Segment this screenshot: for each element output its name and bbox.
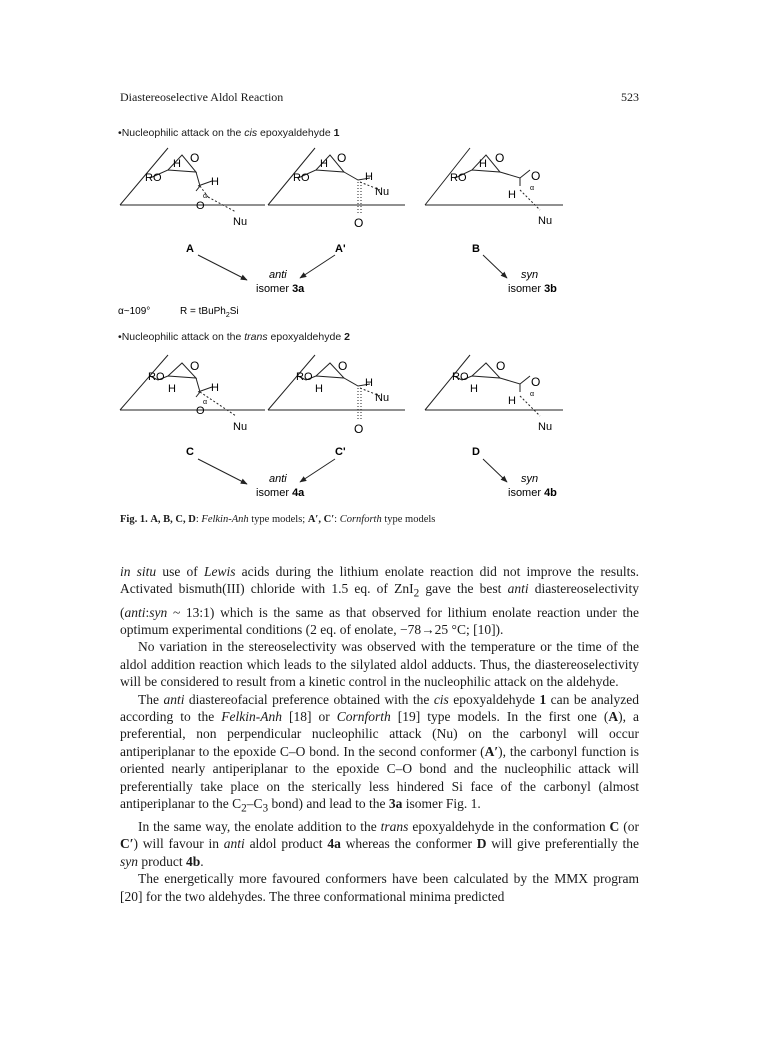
trans-heading-emph: trans [244,331,268,343]
arrow-b-to-syn [483,255,507,278]
arrow-a-prime-to-anti [300,255,335,278]
model-label-b: B [472,243,480,255]
model-c-prime-ro: RO [296,371,313,383]
cis-anti-label: anti [269,269,287,281]
arrow-a-to-anti [198,255,247,280]
paragraph-3: The anti diastereofacial preference obtained with the cis epoxyaldehyde 1 can be analyzed according to the Felkin-Anh [18] or Cornforth [19] type models. In the first one (A), a preferential, non perpendicular nucleophilic attack (Nu) on the carbonyl will occur antiperiplanar to the epoxide C–O bond. In the second conformer (A′), the carbonyl function is oriented nearly antiperiplanar to the epoxide C–O bond and the nucleophilic attack will preferentially take place on the sterically less hindered Si face of the carbonyl (almost antiperiplanar to the $C_2-C_3$ bond) and lead to the 3a isomer Fig. 1. [120,691,639,815]
arrow-c-to-anti [198,459,247,484]
alpha-angle: α~109° [118,306,151,317]
r-definition: R = tBuPh$_2$Si [180,306,239,319]
model-d-nu: Nu [538,421,553,433]
model-a-h2: H [211,176,219,188]
cis-anti-isomer: isomer 3a [256,283,305,295]
model-d-o: O [496,359,506,373]
model-a-h: H [173,158,181,170]
trans-anti-label: anti [269,473,287,485]
caption-felkin-tail: type models; [248,514,308,525]
page-number: 523 [621,90,639,104]
model-b-o2: O [531,169,541,183]
trans-anti-isomer: isomer 4a [256,487,305,499]
trans-heading-lead: Nucleophilic attack on the [121,331,245,343]
trans-compound-number: 2 [344,331,350,343]
model-label-a: A [186,243,194,255]
model-label-c: C [186,446,194,458]
model-c-prime-structure [268,355,405,420]
model-b-h: H [479,158,487,170]
model-label-c-prime: C' [335,446,346,458]
model-a-prime-o: O [337,151,347,165]
model-c-nu: Nu [233,421,248,433]
model-label-a-prime: A' [335,243,346,255]
model-a-prime-nu: Nu [375,186,390,198]
running-head-title: Diastereoselective Aldol Reaction [120,90,284,104]
model-d-h: H [470,383,478,395]
paragraph-1: in situ use of Lewis acids during the lithium enolate reaction did not improve the results. Activated bismuth(III) chloride with 1.5 eq. of ZnI$_2$ gave the best anti diastereoselectivity (anti:syn ~ 13:1) which is the same as that observed for lithium enolate reaction under the optimum experimental conditions (2 eq. of enolate, −78→25 °C; [10]). [120,564,639,637]
model-a-prime-h: H [320,158,328,170]
paragraph-4: In the same way, the enolate addition to the trans epoxyaldehyde in the conformation C (or C′) will favour in anti aldol product 4a whereas the conformer D will give preferentially the syn product 4b. [120,819,639,869]
model-b-nu: Nu [538,215,553,227]
caption-cornforth-labels: A′, C′ [307,514,335,525]
model-d-h2: H [508,395,516,407]
arrow-d-to-syn [483,459,507,482]
cis-heading-emph: cis [244,127,258,139]
cis-heading-lead: Nucleophilic attack on the [121,127,245,139]
model-a-ro: RO [145,172,162,184]
model-a-prime-ro: RO [293,172,310,184]
reaction-scheme [0,0,757,520]
caption-cornforth-tail: type models [381,514,436,525]
model-b-structure [425,148,563,210]
model-c-o: O [190,359,200,373]
model-d-o2: O [531,375,541,389]
arrow-c-prime-to-anti [300,459,335,482]
cis-heading-tail: epoxyaldehyde [257,127,334,139]
model-c-o2: O [196,405,205,417]
caption-cornforth: Cornforth [339,514,382,525]
paragraph-5: The energetically more favoured conformers have been calculated by the MMX program [20] for the two aldehydes. The three conformational minima predicted [120,871,639,904]
cis-compound-number: 1 [333,127,340,139]
model-c-alpha: α [203,399,208,406]
cis-syn-isomer: isomer 3b [508,283,557,295]
body-text [120,563,639,905]
model-d-structure [425,355,563,416]
caption-felkin: Felkin-Anh [201,514,249,525]
model-c-prime-nu: Nu [375,392,390,404]
trans-syn-isomer: isomer 4b [508,487,557,499]
caption-label: Fig. 1. [120,514,148,525]
model-a-prime-o2: O [354,216,364,230]
bullet: • [118,331,122,343]
paragraph-2: No variation in the stereoselectivity was observed with the temperature or the time of the aldol addition reaction which leads to the silylated aldol adducts. Thus, the diastereoselectivity will be considered to result from a kinetic control in the nucleophilic attack on the aldehyde. [120,639,639,690]
model-b-h2: H [508,189,516,201]
model-a-nu: Nu [233,216,248,228]
caption-felkin-labels: A, B, C, D [150,514,196,525]
figure-caption: Fig. 1. A, B, C, D: Felkin-Anh type models; A′, C′: Cornforth type models [120,514,436,525]
model-b-alpha: α [530,185,535,192]
model-a-o: O [190,151,200,165]
cis-syn-label: syn [521,269,539,281]
model-a-alpha: α [203,193,208,200]
model-d-alpha: α [530,391,535,398]
model-c-prime-h2: H [365,377,373,389]
trans-syn-label: syn [521,473,539,485]
model-c-h2: H [211,382,219,394]
trans-heading-tail: epoxyaldehyde [267,331,345,343]
model-a-o2: O [196,200,205,212]
model-c-prime-o2: O [354,422,364,436]
model-a-prime-h2: H [365,171,373,183]
bullet: • [118,127,122,139]
model-b-ro: RO [450,172,467,184]
model-c-prime-o: O [338,359,348,373]
model-b-o: O [495,151,505,165]
model-c-prime-h: H [315,383,323,395]
model-c-ro: RO [148,371,165,383]
model-d-ro: RO [452,371,469,383]
model-c-h: H [168,383,176,395]
model-label-d: D [472,446,480,458]
